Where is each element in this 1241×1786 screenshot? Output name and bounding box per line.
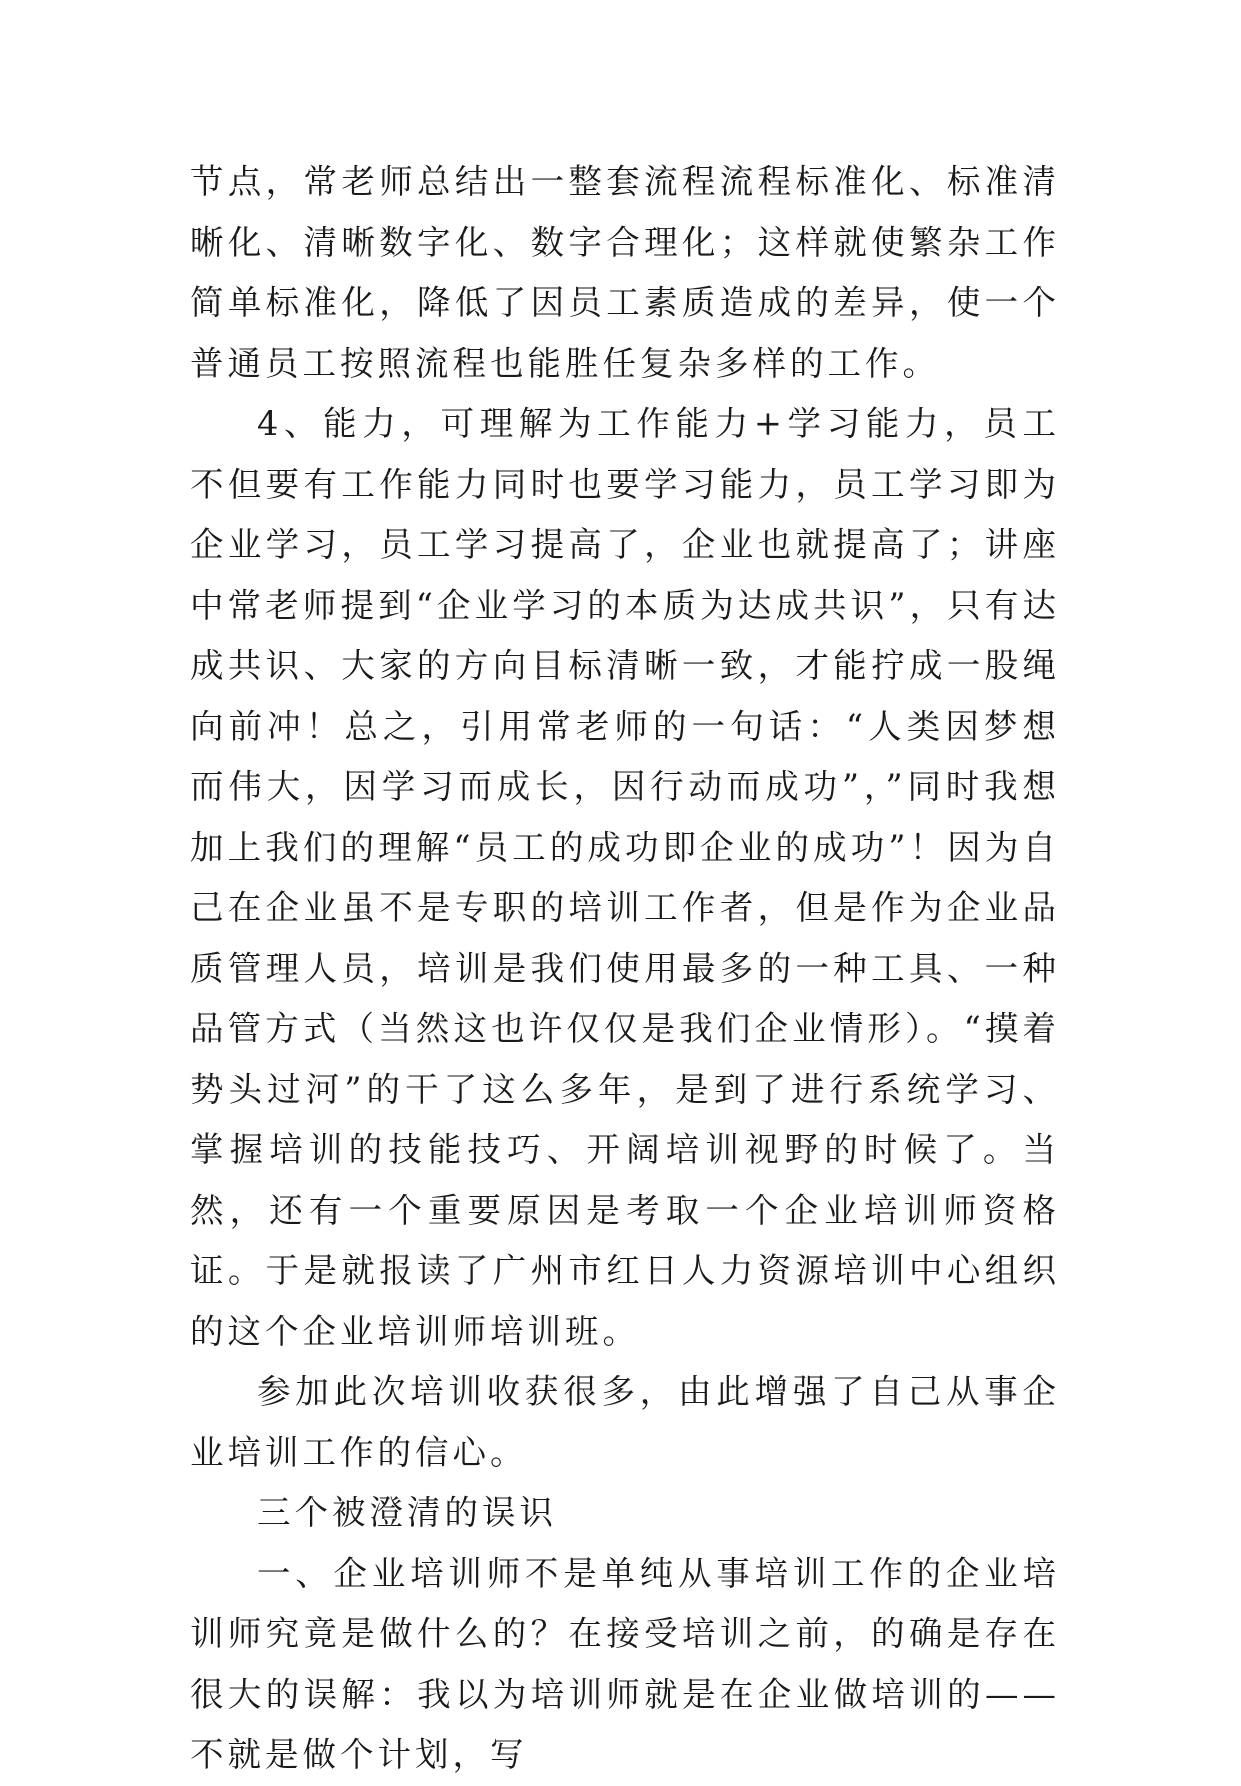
- paragraph-misconception-one: 一、企业培训师不是单纯从事培训工作的企业培训师究竟是做什么的？在接受培训之前，的确是存在很大的误解：我以为培训师就是在企业做培训的——不就是做个计划，写: [190, 1553, 1060, 1774]
- paragraph-ability: 4、能力，可理解为工作能力+学习能力，员工不但要有工作能力同时也要学习能力，员工学习即为企业学习，员工学习提高了，企业也就提高了；讲座中常老师提到“企业学习的本质为达成共识”，只有达成共识、大家的方向目标清晰一致，才能拧成一股绳向前冲！总之，引用常老师的一句话：“人类因梦想而伟大，因学习而成长，因行动而成功”，”同时我想加上我们的理解“员工的成功即企业的成功”！因为自己在企业虽不是专职的培训工作者，但是作为企业品质管理人员，培训是我们使用最多的一种工具、一种品管方式（当然这也许仅仅是我们企业情形）。“摸着势头过河”的干了这么多年，是到了进行系统学习、掌握培训的技能技巧、开阔培训视野的时候了。当然，还有一个重要原因是考取一个企业培训师资格证。于是就报读了广州市红日人力资源培训中心组织的这个企业培训师培训班。: [190, 404, 1060, 1351]
- paragraph-confidence: 参加此次培训收获很多，由此增强了自己从事企业培训工作的信心。: [190, 1372, 1060, 1472]
- section-heading-misconceptions: 三个被澄清的误识: [257, 1493, 557, 1532]
- document-body: [190, 152, 1060, 1786]
- paragraph-process-standardization: 节点，常老师总结出一整套流程流程标准化、标准清晰化、清晰数字化、数字合理化；这样就使繁杂工作简单标准化，降低了因员工素质造成的差异，使一个普通员工按照流程也能胜任复杂多样的工作。: [190, 162, 1060, 383]
